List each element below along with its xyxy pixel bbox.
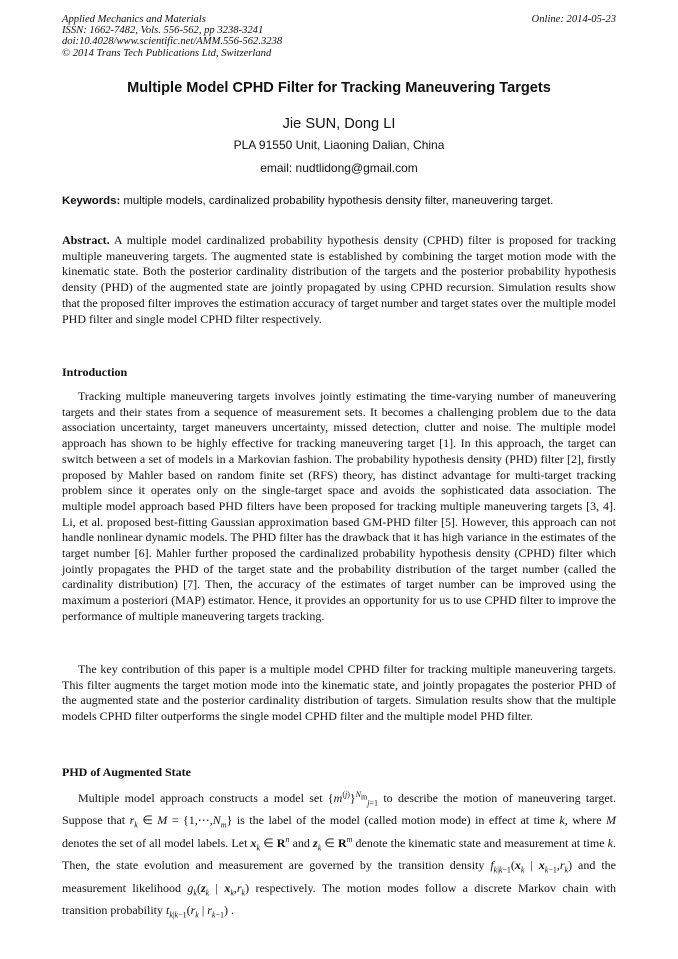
keywords (62, 195, 616, 207)
keywords-text: multiple models, cardinalized probability hypothesis density filter, maneuvering target. (120, 195, 554, 207)
journal-header (62, 14, 616, 59)
issn-line: ISSN: 1662-7482, Vols. 556-562, pp 3238-3241 (62, 25, 264, 37)
introduction-paragraph-2: The key contribution of this paper is a multiple model CPHD filter for tracking multiple maneuvering targets. This filter augments the target motion mode into the kinematic state, and jointly propagates the posterior PHD of the augmented state and the posterior cardinality distribution of targets. Simulation results show that the multiple models CPHD filter outperforms the single model CPHD filter and the multiple model PHD filter. (62, 662, 616, 724)
transition-density-formula: $f_{k|k-1}(x_k$ | $x_{k-1},r_k$) (490, 858, 573, 875)
state-formula: $x_k$ ∈ $R^n$ (250, 834, 290, 853)
likelihood-formula: $g_k(z_k$ | $x_k,r_k$) (187, 880, 250, 898)
measurement-formula: $z_k$ ∈ $R^m$ (313, 834, 353, 853)
abstract-text: A multiple model cardinalized probability hypothesis density (CPHD) filter is proposed for tracking multiple maneuvering targets. The augmented state is established by combining the target motion mode with the kinematic state. Both the posterior cardinality distribution of the targets and the posterior probability hypothesis density (PHD) of the augmented state are jointly propagated by using CPHD recursion. Simulation results show that the proposed filter improves the estimation accuracy of target number and target states over the multiple model PHD filter and single model CPHD filter respectively. (62, 233, 616, 326)
online-date: Online: 2014-05-23 (531, 14, 616, 25)
introduction-heading: Introduction (62, 365, 128, 379)
time-symbol-2: k (607, 835, 613, 850)
keywords-label: Keywords: (62, 195, 121, 207)
authors: Jie SUN, Dong LI (282, 116, 396, 132)
model-set-formula: $\{m^{(j)}\}^{N_m}_{j=1}$ (327, 790, 378, 808)
mode-label-formula: $r_k$ ∈ $M = \{1,\cdots,N_m\}$ (129, 813, 233, 830)
abstract (62, 233, 616, 327)
phd-section-paragraph: Multiple model approach constructs a model set $\{m^{(j)}\}^{N_m}_{j=1}$ to describe the motion of maneuvering target. Suppose that $r_k$ ∈ $M = \{1,\cdots,N_m\}$ is the label of the model (called motion mode) in effect at time k, where M denotes the set of all model labels. Let $x_k$ ∈ $R^n$ and $z_k$ ∈ $R^m$ denote the kinematic state and measurement at time k. Then, the state evolution and measurement are governed by the transition density $f_{k|k-1}(x_k$ | $x_{k-1},r_k$) and the measurement likelihood $g_k(z_k$ | $x_k,r_k$) respectively. The motion modes follow a discrete Markov chain with transition probability $t_{k|k-1}(r_k$ | $r_{k-1}$) . (62, 790, 617, 920)
time-symbol: k (559, 813, 565, 828)
transition-probability-formula: $t_{k|k-1}(r_k$ | $r_{k-1}$) (166, 903, 228, 920)
email: email: nudtlidong@gmail.com (260, 161, 418, 175)
model-label-set-symbol: M (606, 813, 617, 828)
doi-line: doi:10.4028/www.scientific.net/AMM.556-562.3238 (62, 36, 283, 48)
phd-section-heading: PHD of Augmented State (62, 765, 191, 779)
paper-title: Multiple Model CPHD Filter for Tracking Maneuvering Targets (127, 80, 551, 96)
journal-name: Applied Mechanics and Materials (62, 14, 206, 25)
abstract-label: Abstract. (62, 233, 110, 247)
introduction-paragraph-1: Tracking multiple maneuvering targets involves jointly estimating the time-varying number of maneuvering targets and their states from a sequence of measurement sets. It becomes a challenging problem due to the data association uncertainty, target maneuvers uncertainty, missed detection, clutter and noise. The multiple model approach has shown to be highly effective for tracking maneuvering target [1]. In this approach, the target can switch between a set of models in a Markovian fashion. The probability hypothesis density (PHD) filter [2], firstly proposed by Mahler based on random finite set (RFS) theory, has distinct advantage for multi-target tracking problem since it operates only on the single-target space and avoids the sophisticated data association. The multiple model approach based PHD filters have been proposed for tracking multiple maneuvering targets [3, 4]. Li, et al. proposed best-fitting Gaussian approximation based GM-PHD filter [5]. However, this approach can not handle nonlinear dynamic models. The PHD filter has the drawback that it has high variance in the estimates of the target number [6]. Mahler further proposed the cardinalized probability hypothesis density (CPHD) filter which jointly propagates the PHD of the target state and the probability distribution of the target number (called the cardinality distribution) [7]. Then, the accuracy of the estimates of target number can be improved using the maximum a posteriori (MAP) estimator. Hence, it provides an opportunity for us to use CPHD filter to improve the performance of multiple maneuvering targets tracking. (62, 389, 616, 623)
affiliation: PLA 91550 Unit, Liaoning Dalian, China (233, 138, 445, 152)
copyright-line: © 2014 Trans Tech Publications Ltd, Switzerland (62, 47, 272, 59)
